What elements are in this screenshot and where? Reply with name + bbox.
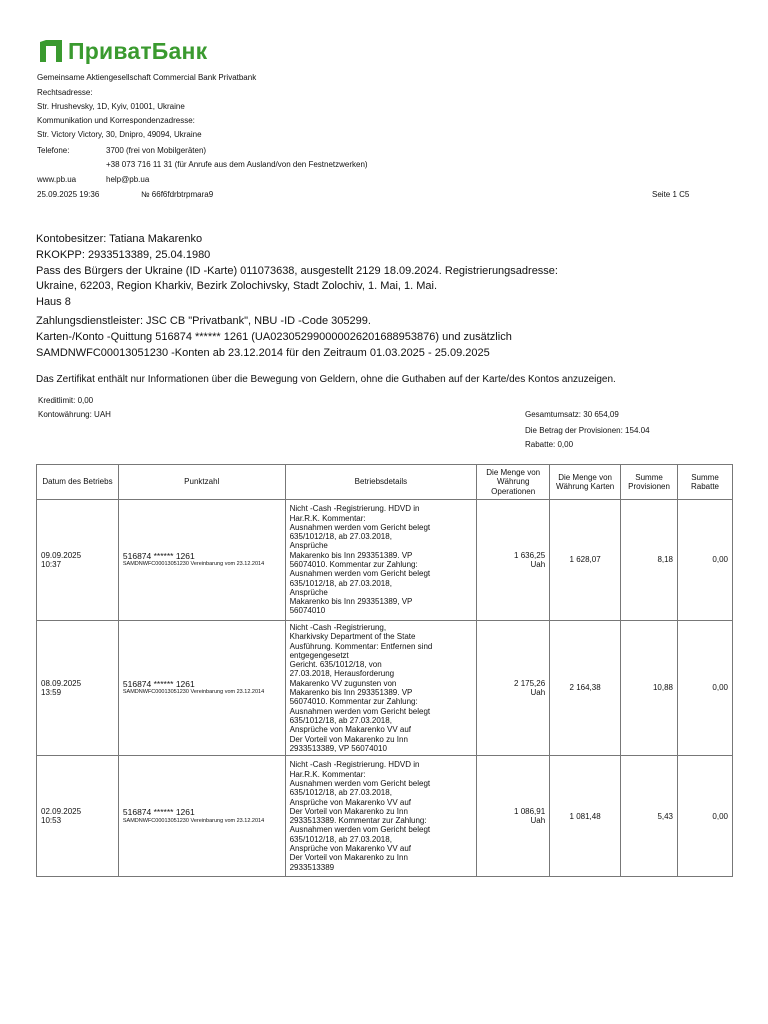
row-card: [118, 500, 285, 621]
header-card: Punktzahl: [118, 465, 285, 500]
row-commission: 10,88: [621, 621, 678, 756]
account-holder: Kontobesitzer: Tatiana Makarenko: [36, 233, 203, 245]
phone-label: Telefone:: [37, 146, 70, 155]
row-details: Nicht -Cash -Registrierung. HDVD in Har.R.K. Kommentar: Ausnahmen werden vom Gericht belegt 635/1012/18, ab 27.03.2018, Ansprüche von Makarenko VV auf Der Vorteil von Makarenko zu Inn 2933513389. Kommentar zur Zahlung: Ausnahmen werden vom Gericht belegt 635/1012/18, ab 27.03.2018, Ansprüche von Makarenko VV auf Der Vorteil von Makarenko zu Inn 2933513389: [285, 756, 477, 877]
row-rebate: 0,00: [678, 756, 733, 877]
commission-total: Die Betrag der Provisionen: 154.04: [525, 426, 650, 435]
header-rebate: Summe Rabatte: [678, 465, 733, 500]
certificate-note: Das Zertifikat enthält nur Informationen über die Bewegung von Geldern, ohne die Guthaben auf der Karte/des Kontos anzuzeigen.: [36, 374, 616, 385]
document-number: № 66f6fdrbtrpmara9: [141, 190, 214, 199]
row-amount-operation: 1 636,25 Uah: [477, 500, 550, 621]
legal-address: Str. Hrushevsky, 1D, Kyiv, 01001, Ukraine: [37, 102, 185, 111]
row-amount-card: 1 081,48: [550, 756, 621, 877]
card-number: 516874 ****** 1261: [122, 551, 195, 562]
card-agreement: SAMDNWFC00013051230 Vereinbarung vom 23.12.2014: [122, 689, 265, 696]
row-commission: 5,43: [621, 756, 678, 877]
card-number: 516874 ****** 1261: [122, 807, 195, 818]
corr-address-label: Kommunikation und Korrespondenzadresse:: [37, 116, 195, 125]
corr-address: Str. Victory Victory, 30, Dnipro, 49094, Ukraine: [37, 130, 202, 139]
row-commission: 8,18: [621, 500, 678, 621]
page-number: Seite 1 C5: [652, 190, 690, 199]
row-card: [118, 756, 285, 877]
row-card: [118, 621, 285, 756]
row-date: 09.09.2025 10:37: [37, 500, 119, 621]
header-details: Betriebsdetails: [285, 465, 477, 500]
row-details: Nicht -Cash -Registrierung. HDVD in Har.R.K. Kommentar: Ausnahmen werden vom Gericht belegt 635/1012/18, ab 27.03.2018, Ansprüche Makarenko bis Inn 293351389. VP 56074010. Kommentar zur Zahlung: Ausnahmen werden vom Gericht belegt 635/1012/18, ab 27.03.2018, Ansprüche Makarenko bis Inn 293351389, VP 56074010: [285, 500, 477, 621]
row-details: Nicht -Cash -Registrierung, Kharkivsky Department of the State Ausführung. Kommentar: Entfernen sind entgegengesetzt Gericht. 635/1012/18, von 27.03.2018, Herausforderung Makarenko VV zugunsten von Makarenko bis Inn 293351389. VP 56074010. Kommentar zur Zahlung: Ausnahmen werden vom Gericht belegt 635/1012/18, ab 27.03.2018, Ansprüche von Makarenko VV auf Der Vorteil von Makarenko zu Inn 2933513389, VP 56074010: [285, 621, 477, 756]
row-rebate: 0,00: [678, 500, 733, 621]
payment-provider: Zahlungsdienstleister: JSC CB "Privatbank", NBU -ID -Code 305299.: [36, 315, 371, 327]
website: www.pb.ua: [37, 175, 77, 184]
email: help@pb.ua: [106, 175, 150, 184]
header-commission: Summe Provisionen: [621, 465, 678, 500]
header-amount-card: Die Menge von Währung Karten: [550, 465, 621, 500]
transactions-table: [36, 464, 733, 877]
table-header-row: [37, 465, 733, 500]
bank-company: Gemeinsame Aktiengesellschaft Commercial Bank Privatbank: [37, 73, 257, 82]
total-turnover: Gesamtumsatz: 30 654,09: [525, 410, 619, 419]
brand-name: ПриватБанк: [68, 37, 208, 64]
phone-2: +38 073 716 11 31 (für Anrufe aus dem Ausland/von den Festnetzwerken): [106, 160, 368, 169]
card-agreement: SAMDNWFC00013051230 Vereinbarung vom 23.12.2014: [122, 817, 265, 824]
table-row: [37, 500, 733, 621]
rebates-total: Rabatte: 0,00: [525, 440, 574, 449]
account-period: SAMDNWFC00013051230 -Konten ab 23.12.2014 für den Zeitraum 01.03.2025 - 25.09.2025: [36, 347, 490, 359]
privatbank-logo: [38, 37, 207, 65]
row-amount-operation: 2 175,26 Uah: [477, 621, 550, 756]
row-date: 02.09.2025 10:53: [37, 756, 119, 877]
phone-1: 3700 (frei von Mobilgeräten): [106, 146, 207, 155]
row-date: 08.09.2025 13:59: [37, 621, 119, 756]
row-amount-operation: 1 086,91 Uah: [477, 756, 550, 877]
card-number: 516874 ****** 1261: [122, 679, 195, 690]
row-amount-card: 1 628,07: [550, 500, 621, 621]
header-date: Datum des Betriebs: [37, 465, 119, 500]
card-agreement: SAMDNWFC00013051230 Vereinbarung vom 23.12.2014: [122, 561, 265, 568]
account-currency: Kontowährung: UAH: [38, 410, 111, 419]
house: Haus 8: [36, 296, 71, 308]
table-row: [37, 756, 733, 877]
print-datetime: 25.09.2025 19:36: [37, 190, 100, 199]
registration-address: Ukraine, 62203, Region Kharkiv, Bezirk Zolochivsky, Stadt Zolochiv, 1. Mai, 1. Mai.: [36, 280, 438, 292]
rkokpp: RKOKPP: 2933513389, 25.04.1980: [36, 249, 211, 261]
card-receipt: Karten-/Konto -Quittung 516874 ****** 1261 (UA023052990000026201688953876) und zusätzlich: [36, 331, 512, 343]
header-amount-operation: Die Menge von Währung Operationen: [477, 465, 550, 500]
credit-limit: Kreditlimit: 0,00: [38, 396, 94, 405]
privatbank-logo-icon: [38, 38, 64, 64]
row-rebate: 0,00: [678, 621, 733, 756]
passport-info: Pass des Bürgers der Ukraine (ID -Karte) 011073638, ausgestellt 2129 18.09.2024. Registrierungsadresse:: [36, 265, 558, 277]
legal-address-label: Rechtsadresse:: [37, 88, 93, 97]
table-row: [37, 621, 733, 756]
row-amount-card: 2 164,38: [550, 621, 621, 756]
